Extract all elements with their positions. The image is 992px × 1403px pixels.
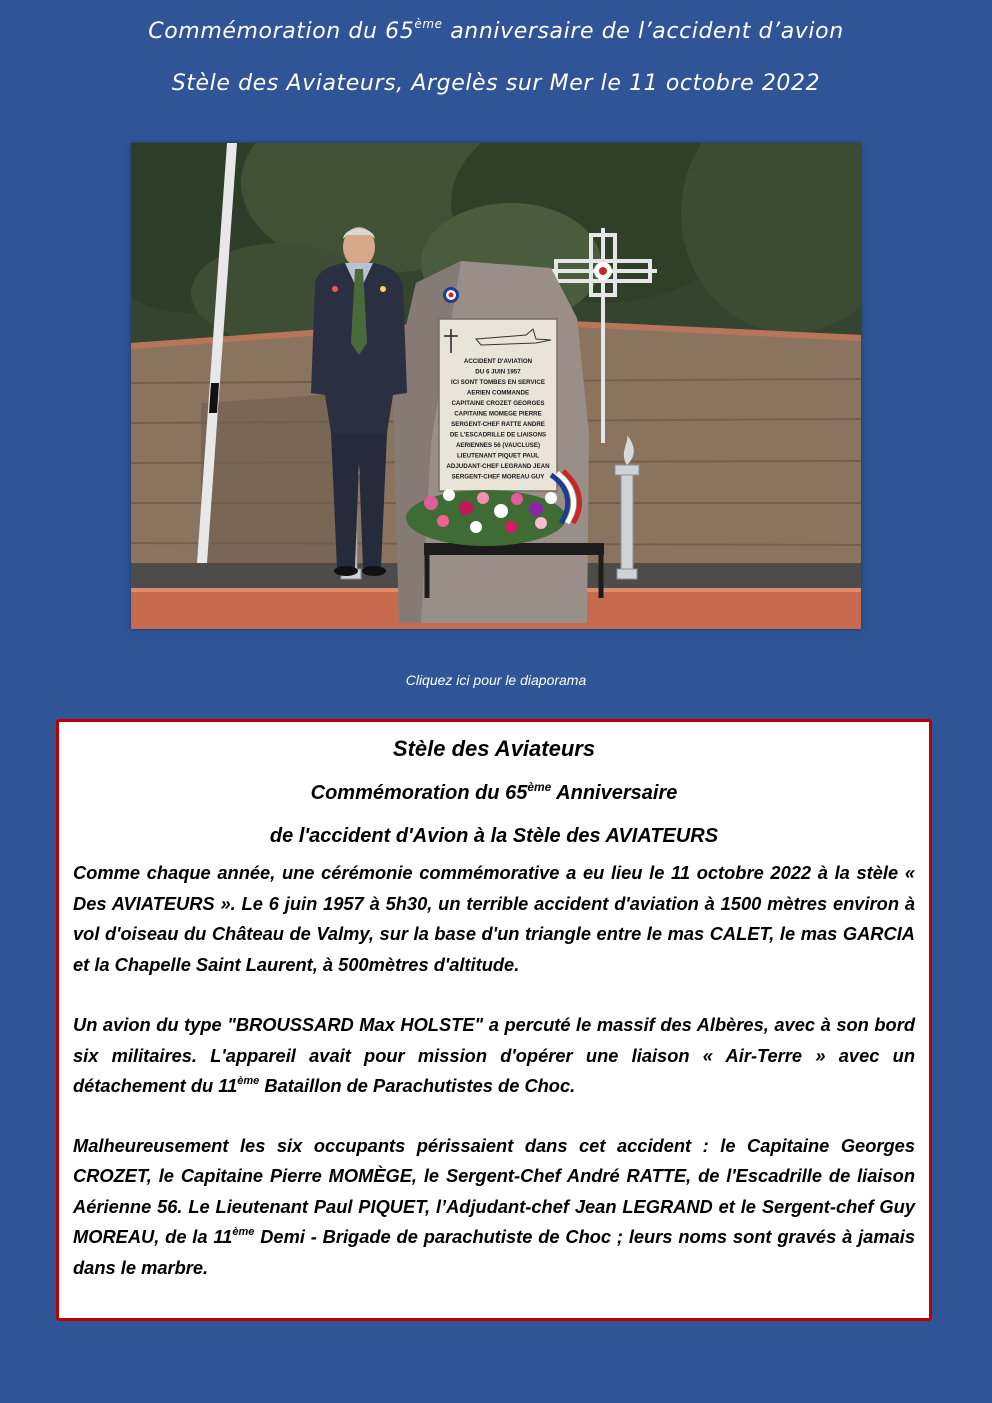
memorial-photo[interactable] bbox=[131, 143, 861, 629]
article-box bbox=[56, 719, 932, 1321]
header-title-line1 bbox=[0, 17, 992, 44]
paragraph-2-text: Un avion du type "BROUSSARD Max HOLSTE" a percuté le massif des Albères, avec à son bord six militaires. L'appareil avait pour mission d'opérer une liaison « Air-Terre » avec un détachement du 11 bbox=[73, 1014, 915, 1096]
plaque-inscription-line: SERGENT-CHEF MOREAU GUY bbox=[451, 473, 545, 481]
article-subtitle-text-end: Anniversaire bbox=[551, 782, 678, 804]
plaque-inscription-line: CAPITAINE CROZET GEORGES bbox=[451, 400, 545, 407]
plaque-inscription-line: ACCIDENT D'AVIATION bbox=[463, 358, 533, 365]
plaque-inscription-line: AERIENNES 56 (VAUCLUSE) bbox=[455, 442, 541, 449]
header-title-text-end: anniversaire de l’accident d’avion bbox=[442, 19, 844, 44]
plaque-inscription-line: ICI SONT TOMBES EN SERVICE bbox=[451, 379, 545, 386]
article-subtitle-2: de l'accident d'Avion à la Stèle des AVIATEURS bbox=[269, 825, 719, 847]
paragraph-3-text: Malheureusement les six occupants périssaient dans cet accident : le Capitaine Georges CROZET, le Capitaine Pierre MOMÈGE, le Sergent-Chef André RATTE, de l'Escadrille de liaison Aérienne 56. Le Lieutenant Paul PIQUET, l’Adjudant-chef Jean LEGRAND et le Sergent-chef Guy MOREAU, de la 11 bbox=[73, 1134, 915, 1247]
plaque-inscription-line: DE L'ESCADRILLE DE LIAISONS bbox=[449, 431, 547, 439]
plaque-inscription-line: ADJUDANT-CHEF LEGRAND JEAN bbox=[446, 463, 550, 470]
plaque-inscription-line: DU 6 JUIN 1957 bbox=[475, 368, 521, 376]
article-subtitle bbox=[59, 780, 929, 805]
article-subtitle-superscript: ème bbox=[527, 780, 552, 794]
paragraph-3-text-end: Demi - Brigade de parachutiste de Choc ; leurs noms sont gravés à jamais dans le marbre. bbox=[73, 1226, 915, 1278]
header-title-text: Commémoration du 65 bbox=[148, 19, 415, 44]
memorial-photo-drawing bbox=[131, 143, 861, 629]
paragraph-3-superscript: ème bbox=[232, 1226, 255, 1238]
plaque-inscription-line: AERIEN COMMANDE bbox=[466, 389, 530, 397]
article-subtitle-text: Commémoration du 65 bbox=[310, 782, 528, 804]
paragraph-3 bbox=[59, 1131, 929, 1284]
plaque-inscription-line: LIEUTENANT PIQUET PAUL bbox=[456, 452, 540, 460]
paragraph-2-superscript: ème bbox=[237, 1075, 260, 1087]
header-title-superscript: ème bbox=[414, 17, 443, 31]
slideshow-link[interactable]: Cliquez ici pour le diaporama bbox=[405, 672, 587, 688]
paragraph-1: Comme chaque année, une cérémonie commémorative a eu lieu le 11 octobre 2022 à la stèle « Des AVIATEURS ». Le 6 juin 1957 à 5h30, un terrible accident d'aviation à 1500 mètres environ à vol d'oiseau du Château de Valmy, sur la base d'un triangle entre le mas CALET, le mas GARCIA et la Chapelle Saint Laurent, à 500mètres d'altitude. bbox=[73, 862, 915, 975]
article-title: Stèle des Aviateurs bbox=[392, 736, 596, 761]
header-title-line2: Stèle des Aviateurs, Argelès sur Mer le 11 octobre 2022 bbox=[171, 71, 821, 96]
paragraph-2-text-end: Bataillon de Parachutistes de Choc. bbox=[259, 1075, 576, 1096]
plaque-inscription-line: CAPITAINE MOMEGE PIERRE bbox=[454, 410, 542, 418]
paragraph-2 bbox=[59, 1010, 929, 1102]
plaque-inscription-line: SERGENT-CHEF RATTE ANDRE bbox=[451, 421, 545, 428]
